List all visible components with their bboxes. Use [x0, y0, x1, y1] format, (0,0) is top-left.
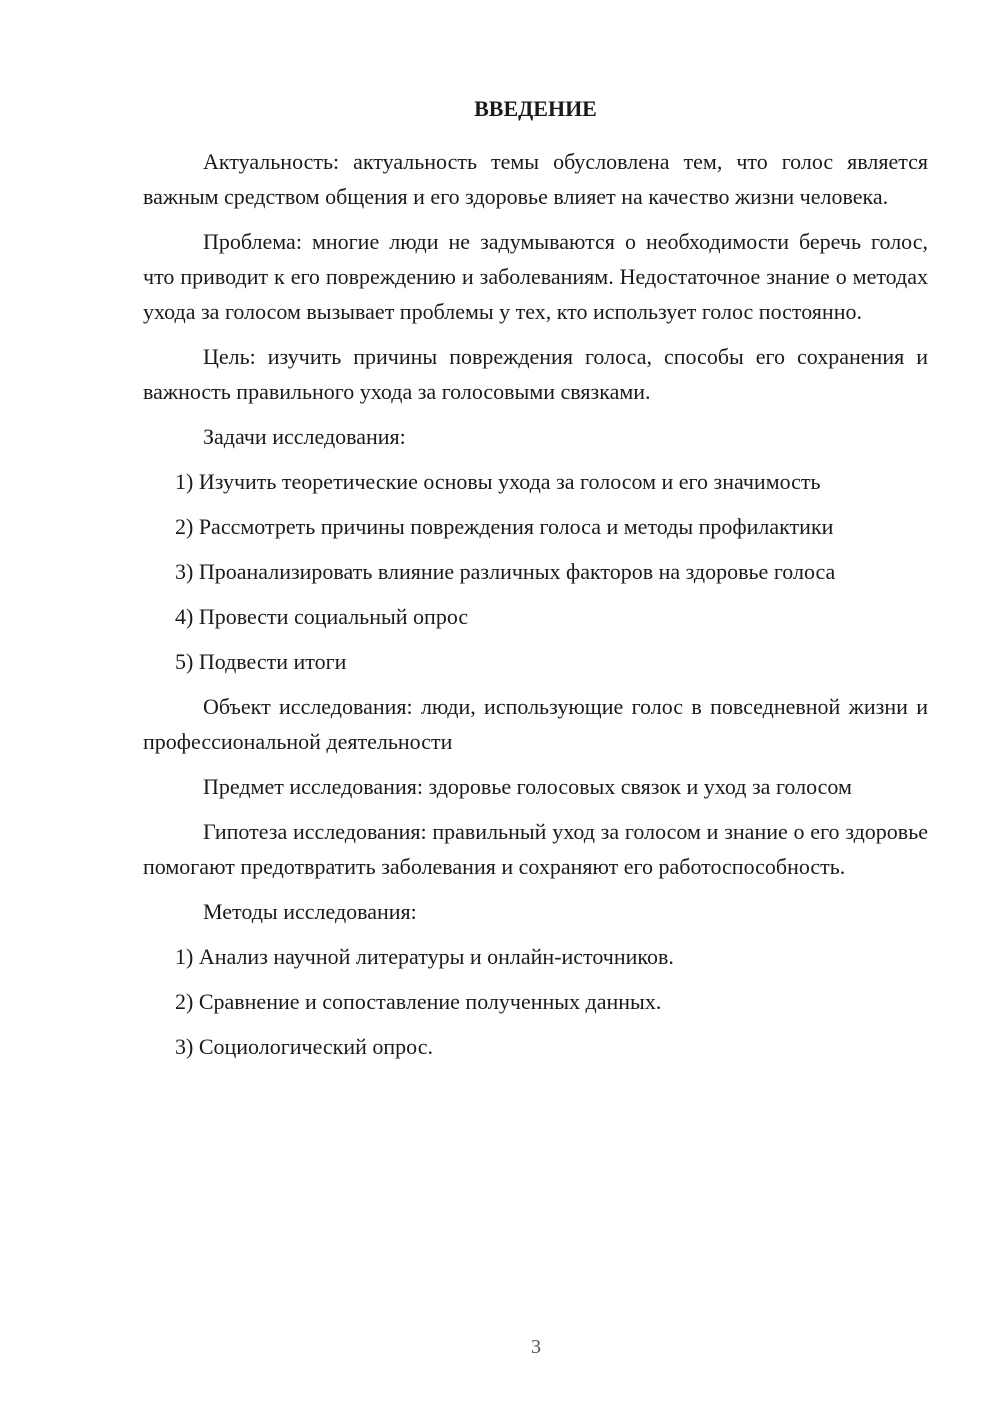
task-item-2: 2) Рассмотреть причины повреждения голоса и методы профилактики: [175, 514, 834, 539]
method-item-2: 2) Сравнение и сопоставление полученных данных.: [175, 989, 662, 1014]
page-number: 3: [531, 1336, 541, 1358]
section-title: ВВЕДЕНИЕ: [474, 96, 597, 121]
task-item-5: 5) Подвести итоги: [175, 649, 347, 674]
problem-paragraph: Проблема: многие люди не задумываются о необходимости беречь голос, что приводит к его повреждению и заболеваниям. Недостаточное знание о методах ухода за голосом вызывает проблемы у тех, кто использует голос постоянно.: [143, 229, 928, 324]
relevance-paragraph: Актуальность: актуальность темы обусловлена тем, что голос является важным средством общения и его здоровье влияет на качество жизни человека.: [143, 149, 928, 209]
page-content: [143, 94, 928, 1074]
method-item-1: 1) Анализ научной литературы и онлайн-источников.: [175, 944, 674, 969]
goal-paragraph: Цель: изучить причины повреждения голоса, способы его сохранения и важность правильного ухода за голосовыми связками.: [143, 344, 928, 404]
task-item-1: 1) Изучить теоретические основы ухода за голосом и его значимость: [175, 469, 821, 494]
task-item-4: 4) Провести социальный опрос: [175, 604, 469, 629]
method-item-3: 3) Социологический опрос.: [175, 1034, 433, 1059]
object-paragraph: Объект исследования: люди, использующие голос в повседневной жизни и профессиональной деятельности: [143, 694, 928, 754]
tasks-heading: Задачи исследования:: [203, 424, 406, 449]
methods-heading: Методы исследования:: [203, 899, 417, 924]
subject-paragraph: Предмет исследования: здоровье голосовых связок и уход за голосом: [203, 774, 852, 799]
task-item-3: 3) Проанализировать влияние различных факторов на здоровье голоса: [175, 559, 836, 584]
hypothesis-paragraph: Гипотеза исследования: правильный уход за голосом и знание о его здоровье помогают предотвратить заболевания и сохраняют его работоспособность.: [143, 819, 928, 879]
